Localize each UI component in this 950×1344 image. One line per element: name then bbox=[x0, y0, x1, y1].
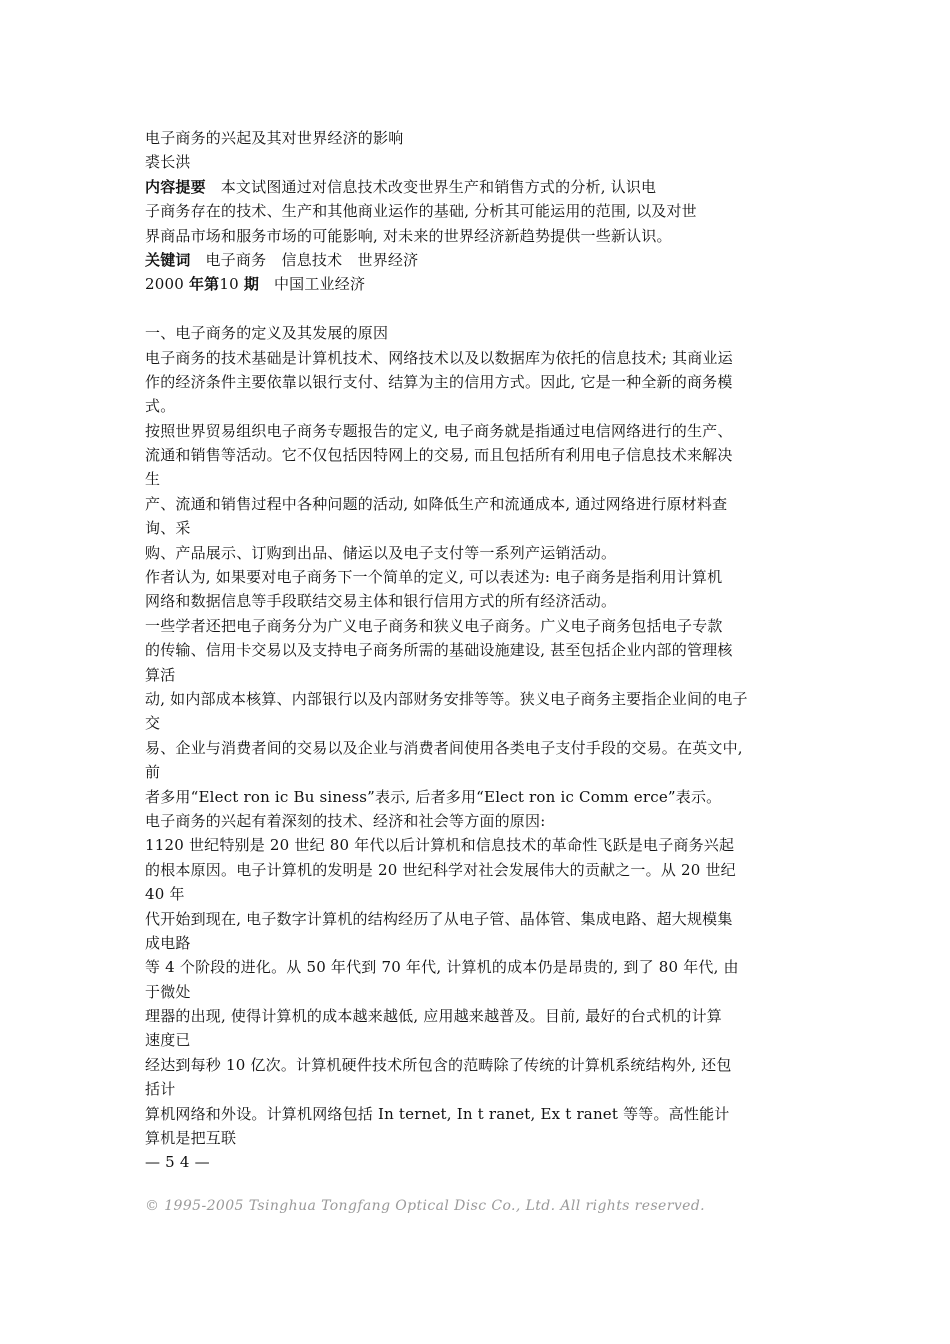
abstract-line: 子商务存在的技术、生产和其他商业运作的基础, 分析其可能运用的范围, 以及对世 bbox=[145, 202, 697, 221]
journal-name: 中国工业经济 bbox=[273, 275, 366, 294]
body-line: 前 bbox=[145, 763, 161, 782]
issue-line bbox=[145, 272, 807, 296]
body-line: 流通和销售等活动。它不仅包括因特网上的交易, 而且包括所有利用电子信息技术来解决 bbox=[145, 446, 733, 465]
body-line: 代开始到现在, 电子数字计算机的结构经历了从电子管、晶体管、集成电路、超大规模集 bbox=[145, 909, 733, 928]
issue-suffix: 期 bbox=[243, 275, 260, 294]
issue-mid: 年第 bbox=[188, 275, 220, 294]
section-heading: 一、电子商务的定义及其发展的原因 bbox=[145, 324, 389, 343]
author-name: 裘长洪 bbox=[145, 153, 191, 172]
abstract-text: 本文试图通过对信息技术改变世界生产和销售方式的分析, 认识电 bbox=[220, 177, 657, 196]
body-line: 算活 bbox=[145, 665, 176, 684]
body-line: 购、产品展示、订购到出品、储运以及电子支付等一系列产运销活动。 bbox=[145, 543, 617, 562]
article-body bbox=[145, 321, 807, 1150]
body-line: 动, 如内部成本核算、内部银行以及内部财务安排等等。狭义电子商务主要指企业间的电子 bbox=[145, 689, 748, 708]
body-line: 等 4 个阶段的进化。从 50 年代到 70 年代, 计算机的成本仍是昂贵的, 到了 80 年代, 由 bbox=[145, 958, 739, 977]
spacer bbox=[145, 297, 807, 321]
keywords-line bbox=[145, 248, 807, 272]
body-line: 速度已 bbox=[145, 1031, 191, 1050]
body-line: 产、流通和销售过程中各种问题的活动, 如降低生产和流通成本, 通过网络进行原材料查 bbox=[145, 494, 728, 513]
keywords-text: 电子商务 信息技术 世界经济 bbox=[205, 250, 419, 269]
body-line: 作的经济条件主要依靠以银行支付、结算为主的信用方式。因此, 它是一种全新的商务模 bbox=[145, 372, 733, 391]
abstract-line bbox=[145, 175, 807, 199]
document-page bbox=[145, 126, 807, 1175]
body-line: 理器的出现, 使得计算机的成本越来越低, 应用越来越普及。目前, 最好的台式机的计算 bbox=[145, 1007, 723, 1026]
body-line: 算机网络和外设。计算机网络包括 In ternet, In t ranet, Ex t ranet 等等。高性能计 bbox=[145, 1104, 730, 1123]
body-line: 一些学者还把电子商务分为广义电子商务和狭义电子商务。广义电子商务包括电子专款 bbox=[145, 616, 723, 635]
body-line: 者多用“Elect ron ic Bu siness”表示, 后者多用“Elect ron ic Comm erce”表示。 bbox=[145, 787, 722, 806]
body-line: 经达到每秒 10 亿次。计算机硬件技术所包含的范畴除了传统的计算机系统结构外, 还包 bbox=[145, 1055, 732, 1074]
body-line: 询、采 bbox=[145, 519, 191, 538]
body-line: 40 年 bbox=[145, 885, 185, 904]
body-line: 易、企业与消费者间的交易以及企业与消费者间使用各类电子支付手段的交易。在英文中, bbox=[145, 738, 743, 757]
body-line: 的传输、信用卡交易以及支持电子商务所需的基础设施建设, 甚至包括企业内部的管理核 bbox=[145, 641, 733, 660]
abstract-line: 界商品市场和服务市场的可能影响, 对未来的世界经济新趋势提供一些新认识。 bbox=[145, 226, 672, 245]
body-line: 式。 bbox=[145, 397, 176, 416]
body-line: 交 bbox=[145, 714, 161, 733]
body-line: 生 bbox=[145, 470, 161, 489]
body-line: 于微处 bbox=[145, 982, 191, 1001]
body-line: 电子商务的技术基础是计算机技术、网络技术以及以数据库为依托的信息技术; 其商业运 bbox=[145, 348, 733, 367]
body-line: 算机是把互联 bbox=[145, 1129, 237, 1148]
body-line: 成电路 bbox=[145, 933, 191, 952]
body-line: 1120 世纪特别是 20 世纪 80 年代以后计算机和信息技术的革命性飞跃是电子商务兴起 bbox=[145, 836, 735, 855]
page-number: — 5 4 — bbox=[145, 1153, 210, 1172]
abstract-label: 内容提要 bbox=[145, 177, 206, 196]
body-line: 括计 bbox=[145, 1080, 176, 1099]
body-line: 作者认为, 如果要对电子商务下一个简单的定义, 可以表述为: 电子商务是指利用计算机 bbox=[145, 568, 723, 587]
body-line: 网络和数据信息等手段联结交易主体和银行信用方式的所有经济活动。 bbox=[145, 592, 617, 611]
keywords-label: 关键词 bbox=[145, 250, 191, 269]
article-title: 电子商务的兴起及其对世界经济的影响 bbox=[145, 129, 404, 147]
issue-year: 2000 bbox=[145, 275, 184, 294]
body-line: 按照世界贸易组织电子商务专题报告的定义, 电子商务就是指通过电信网络进行的生产、 bbox=[145, 421, 733, 440]
issue-number: 10 bbox=[219, 275, 239, 294]
copyright-notice: © 1995-2005 Tsinghua Tongfang Optical Disc Co., Ltd. All rights reserved. bbox=[145, 1198, 706, 1214]
body-line: 的根本原因。电子计算机的发明是 20 世纪科学对社会发展伟大的贡献之一。从 20 世纪 bbox=[145, 860, 736, 879]
body-line: 电子商务的兴起有着深刻的技术、经济和社会等方面的原因: bbox=[145, 811, 546, 830]
